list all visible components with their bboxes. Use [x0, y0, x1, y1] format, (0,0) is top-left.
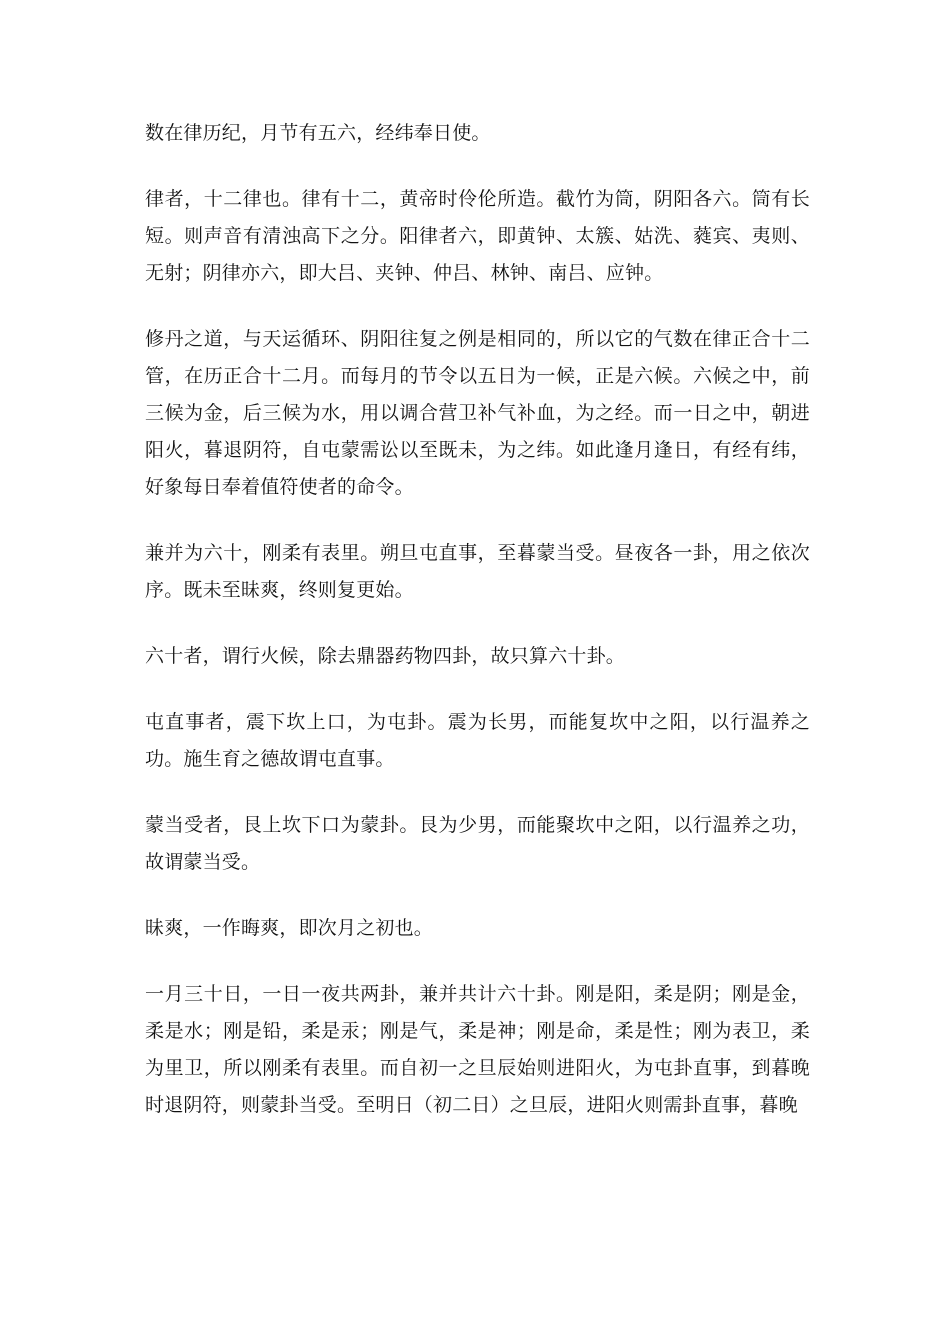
paragraph-2: 律者，十二律也。律有十二，黄帝时伶伦所造。截竹为筒，阴阳各六。筒有长短。则声音有清浊高下之分。阳律者六，即黄钟、太簇、姑洗、蕤宾、夷则、无射；阴律亦六，即大吕、夹钟、仲吕、林钟、南吕、应钟。: [145, 188, 810, 284]
paragraph-3: 修丹之道，与天运循环、阴阳往复之例是相同的，所以它的气数在律正合十二管，在历正合十二月。而每月的节令以五日为一候，正是六候。六候之中，前三候为金，后三候为水，用以调合营卫补气补血，为之经。而一日之中，朝进阳火，暮退阴符，自屯蒙需讼以至既未，为之纬。如此逢月逢日，有经有纬，好象每日奉着值符使者的命令。: [145, 328, 810, 498]
paragraph-5: 六十者，谓行火候，除去鼎器药物四卦，故只算六十卦。: [145, 645, 626, 667]
paragraph-9: 一月三十日，一日一夜共两卦，兼并共计六十卦。刚是阳，柔是阴；刚是金，柔是水；刚是铅，柔是汞；刚是气，柔是神；刚是命，柔是性；刚为表卫，柔为里卫，所以刚柔有表里。而自初一之旦辰始则进阳火，为屯卦直事，到暮晚时退阴符，则蒙卦当受。至明日（初二日）之旦辰，进阳火则需卦直事，暮晚: [145, 983, 810, 1116]
paragraph-6: 屯直事者，震下坎上口，为屯卦。震为长男，而能复坎中之阳，以行温养之功。施生育之德故谓屯直事。: [145, 711, 810, 770]
paragraph-1: 数在律历纪，月节有五六，经纬奉日使。: [145, 122, 491, 144]
paragraph-4: 兼并为六十，刚柔有表里。朔旦屯直事，至暮蒙当受。昼夜各一卦，用之依次序。既未至昧爽，终则复更始。: [145, 542, 810, 601]
paragraph-8: 昧爽，一作晦爽，即次月之初也。: [145, 917, 434, 939]
body-text: [145, 115, 810, 1153]
paragraph-7: 蒙当受者，艮上坎下口为蒙卦。艮为少男，而能聚坎中之阳，以行温养之功，故谓蒙当受。: [145, 814, 810, 873]
